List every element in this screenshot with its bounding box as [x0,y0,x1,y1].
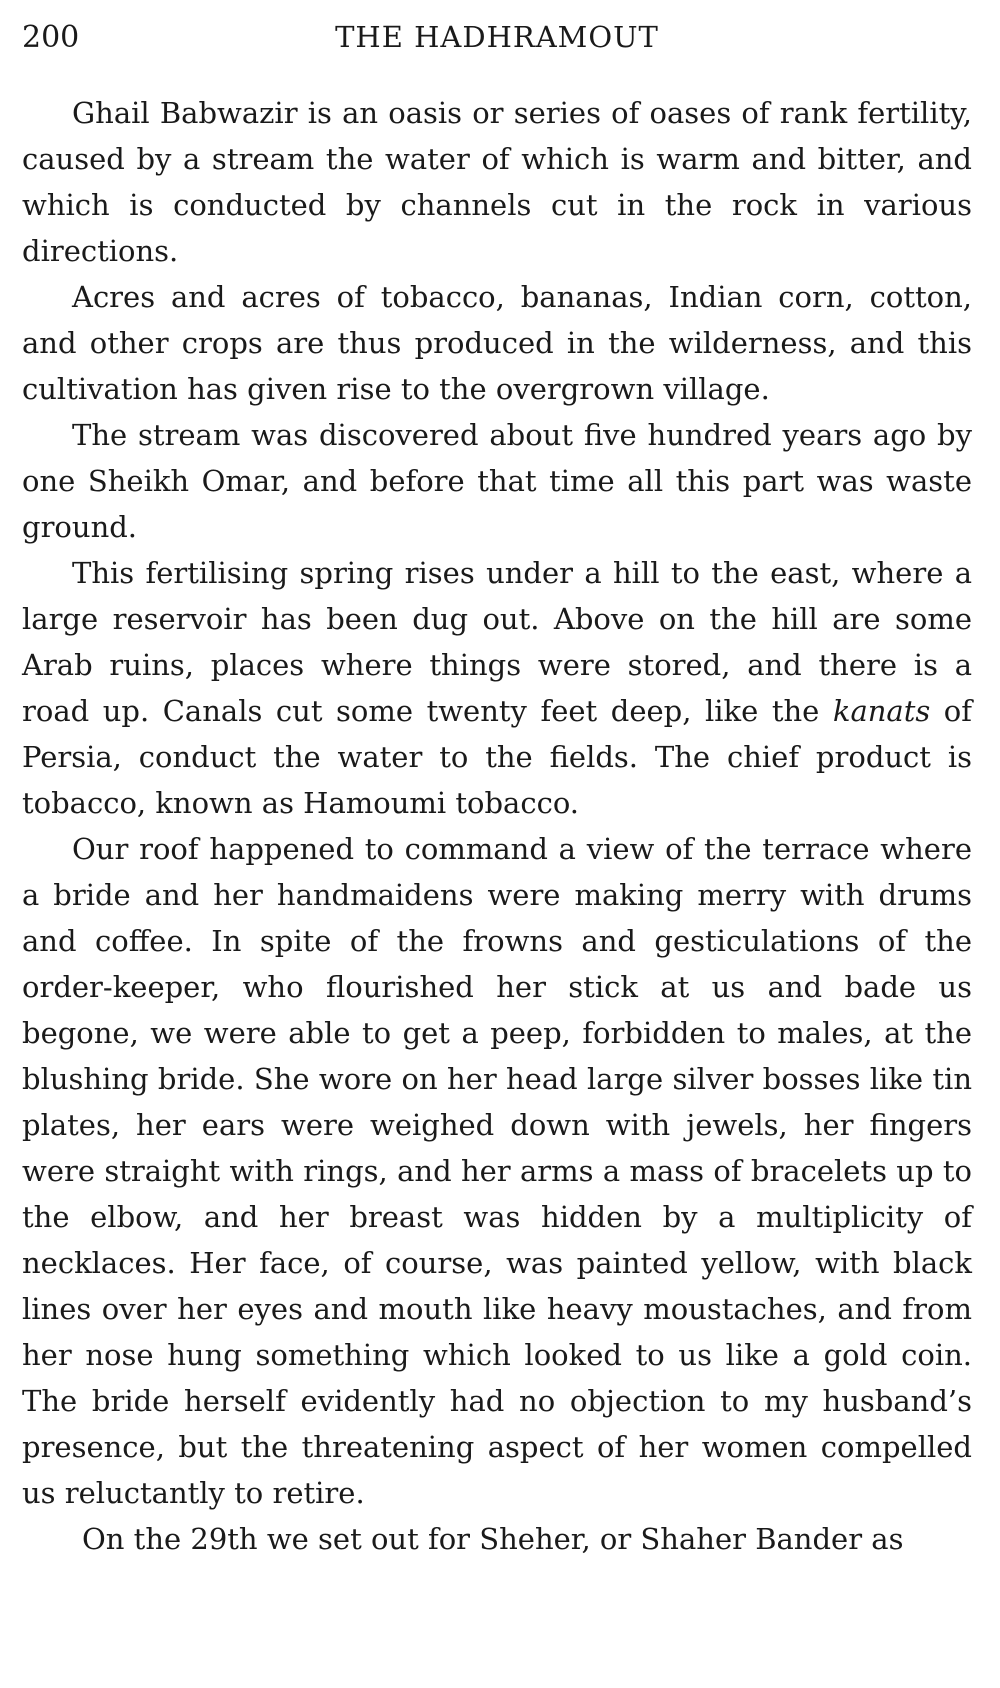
paragraph-departure: On the 29th we set out for Sheher, or Shaher Bander as [82,1522,904,1556]
paragraph-stream: The stream was discovered about five hundred years ago by one Sheikh Omar, and before that time all this part was waste ground. [22,418,972,544]
kanats-term: kanats [832,694,931,728]
paragraph-oasis: Ghail Babwazir is an oasis or series of oases of rank fertility, caused by a stream the water of which is warm and bitter, and which is conducted by channels cut in the rock in various directions. [22,96,972,268]
page-number: 200 [22,20,80,55]
paragraph-bride: Our roof happened to command a view of the terrace where a bride and her handmaidens were making merry with drums and coffee. In spite of the frowns and gesticulations of the order-keeper, who flourished her stick at us and bade us begone, we were able to get a peep, forbidden to males, at the blushing bride. She wore on her head large silver bosses like tin plates, her ears were weighed down with jewels, her fingers were straight with rings, and her arms a mass of bracelets up to the elbow, and her breast was hidden by a multiplicity of necklaces. Her face, of course, was painted yellow, with black lines over her eyes and mouth like heavy moustaches, and from her nose hung something which looked to us like a gold coin. The bride herself evidently had no objection to my husband’s presence, but the threatening aspect of her women compelled us reluctantly to retire. [22,832,972,1510]
paragraph-spring-part-1: This fertilising spring rises under a hill to the east, where a large reservoir has been dug out. Above on the hill are some Arab ruins, places where things were stored, and there is a road up. Canals cut some twenty feet deep, like the [22,556,972,728]
running-head: THE HADHRAMOUT [335,20,659,54]
paragraph-spring-part-2: of Persia, conduct the water to the fields. The chief product is tobacco, known as Hamoumi tobacco. [22,694,972,820]
book-page [22,14,972,1562]
body-text [22,90,972,1562]
paragraph-spring [22,550,972,826]
page-header [22,14,972,66]
paragraph-crops: Acres and acres of tobacco, bananas, Indian corn, cotton, and other crops are thus produced in the wilderness, and this cultivation has given rise to the overgrown village. [22,280,972,406]
